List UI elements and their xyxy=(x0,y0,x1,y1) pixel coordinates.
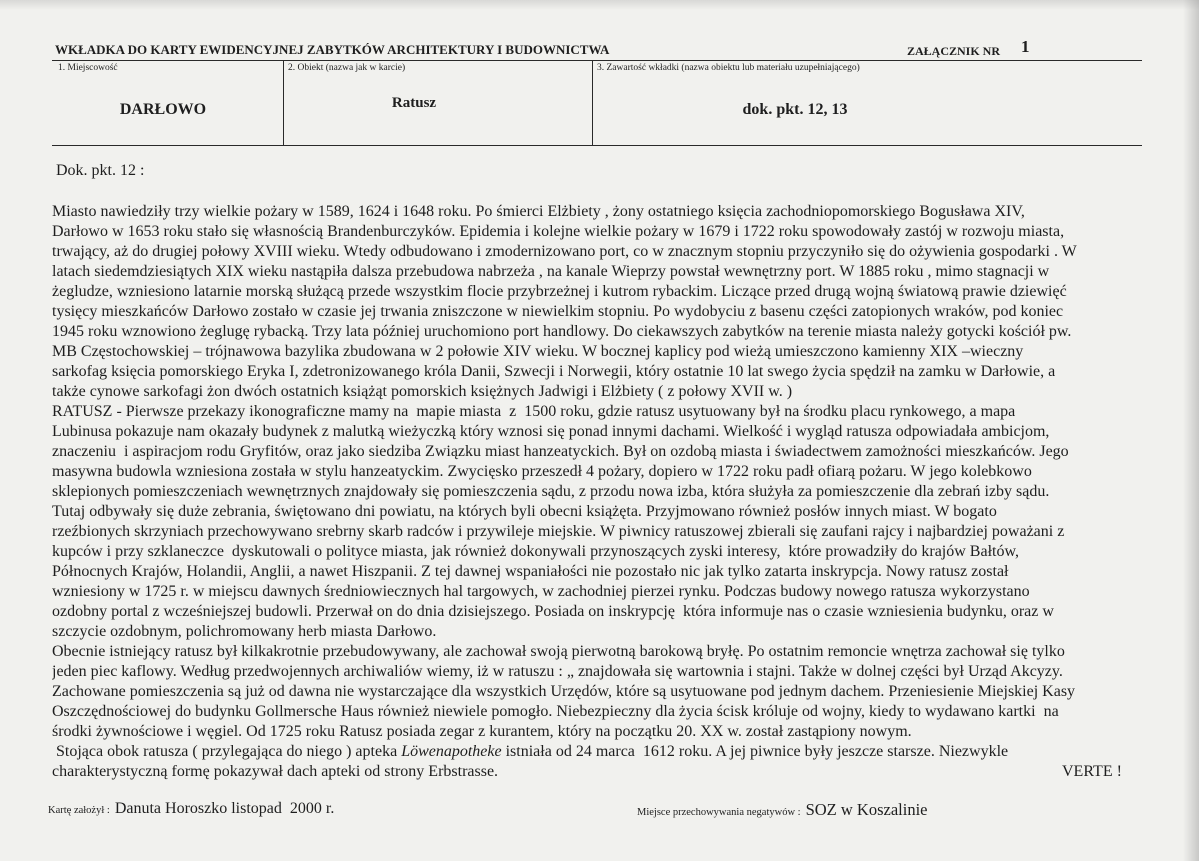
body-line: sarkofag księcia pomorskiego Eryka I, zdetronizowanego króla Danii, Szwecji i Norwegii, który ostatnie 10 lat swego życia spędził na zamku w Darłowie, a xyxy=(52,363,1056,380)
body-line: ozdobny portal z wcześniejszej budowli. Przerwał on do dnia dzisiejszego. Posiada on inskrypcję która informuje nas o czasie wzniesienia budynku, oraz w xyxy=(52,603,1054,620)
body-line: szczycie ozdobnym, polichromowany herb miasta Darłowo. xyxy=(52,623,437,640)
body-line: Oszczędnościowej do budynku Gollmersche Haus również niewiele pomogło. Niebezpieczny dla życia ścisk króluje od wojny, kiedy to wydawano kartki na xyxy=(52,703,1059,720)
body-line: Tutaj odbywały się duże zebrania, świętowano dni powiatu, na których byli obecni książęta. Przyjmowano również posłów innych miast. W bogato xyxy=(52,503,997,520)
field-label-object: 2. Obiekt (nazwa jak w karcie) xyxy=(288,63,406,73)
body-line-segment: Stojąca obok ratusza ( przylegająca do niego ) apteka xyxy=(52,743,402,760)
section-heading: Dok. pkt. 12 : xyxy=(56,162,145,179)
body-line: Darłowo w 1653 roku stało się własnością Brandenburczyków. Epidemia i kolejne wielkie pożary w 1679 i 1722 roku spowodowały zastój w rozwoju miasta, xyxy=(52,223,1065,240)
field-value-object: Ratusz xyxy=(391,95,437,111)
body-line-segment: istniała od 24 marca 1612 roku. A jej piwnice były jeszcze starsze. Niezwykle xyxy=(501,743,1009,760)
body-line: żegludze, wzniesiono latarnie morską służącą przede wszystkim flocie przybrzeżnej i kutrom rybackim. Liczące przed drugą wojną światową prawie dziewięć xyxy=(52,283,1067,300)
body-text xyxy=(52,202,1147,782)
body-line: sklepionych pomieszczeniach wewnętrznych znajdowały się pomieszczenia sądu, z przodu nowa izba, która służyła za pomieszczenie dla zebrań izby sądu. xyxy=(52,483,1050,500)
author-label: Kartę założył : xyxy=(48,805,110,816)
body-line: tysięcy mieszkańców Darłowo zostało w czasie jej trwania zniszczone w niewielkim stopniu. Po wydobyciu z basenu części zatopionych wraków, pod koniec xyxy=(52,303,1064,320)
author-value: Danuta Horoszko listopad 2000 r. xyxy=(114,800,335,817)
body-line: środki żywnościowe i węgiel. Od 1725 roku Ratusz posiada zegar z kurantem, który na początku 20. XX w. został zastąpiony nowym. xyxy=(52,723,912,740)
body-line: Lubinusa pokazuje nam okazały budynek z malutką wieżyczką który wznosi się ponad innymi dachami. Wielkość i wygląd ratusza odpowiadała ambicjom, xyxy=(52,423,1050,440)
body-line: Obecnie istniejący ratusz był kilkakrotnie przebudowywany, ale zachował swoją pierwotną barokową bryłę. Po ostatnim remoncie wnętrza zachował się tylko xyxy=(52,643,1065,660)
field-value-locality: DARŁOWO xyxy=(119,101,207,118)
body-line: Miasto nawiedziły trzy wielkie pożary w 1589, 1624 i 1648 roku. Po śmierci Elżbiety , żony ostatniego księcia zachodniopomorskiego Bogusława XIV, xyxy=(52,203,1025,220)
body-line: także cynowe sarkofagi żon dwóch ostatnich książąt pomorskich księżnych Jadwigi i Elżbiety ( z połowy XVII w. ) xyxy=(52,383,793,400)
field-label-contents: 3. Zawartość wkładki (nazwa obiektu lub materiału uzupełniającego) xyxy=(597,63,860,73)
document-title: WKŁADKA DO KARTY EWIDENCYJNEJ ZABYTKÓW ARCHITEKTURY I BUDOWNICTWA xyxy=(55,42,610,57)
body-line: znaczeniu i aspiracjom rodu Gryfitów, oraz jako siedziba Związku miast hanzeatyckich. Był on ozdobą miasta i świadectwem zamożności mieszkańców. Jego xyxy=(52,443,1069,460)
negatives-value: SOZ w Koszalinie xyxy=(805,800,928,819)
body-line: masywna budowla wzniesiona została w stylu hanzeatyckim. Zwycięsko przeszedł 4 pożary, dopiero w 1722 roku padł ofiarą pożaru. W jego kolebkowo xyxy=(52,463,1032,480)
body-line: MB Częstochowskiej – trójnawowa bazylika zbudowana w 2 połowie XIV wieku. W bocznej kaplicy pod wieżą umieszczono kamienny XIX –wieczny xyxy=(52,343,1024,360)
body-line: Północnych Krajów, Holandii, Anglii, a nawet Hiszpanii. Z tej dawnej wspaniałości nie pozostało nic jak tylko zatarta inskrypcja. Nowy ratusz został xyxy=(52,563,1009,580)
annex-number: 1 xyxy=(1021,37,1030,56)
body-line: RATUSZ - Pierwsze przekazy ikonograficzne mamy na mapie miasta z 1500 roku, gdzie ratusz usytuowany był na środku placu rynkowego, a mapa xyxy=(52,403,1016,420)
verte-note: VERTE ! xyxy=(1062,763,1122,780)
scan-edge-shadow-right xyxy=(1183,0,1199,861)
body-line: charakterystyczną formę pokazywał dach apteki od strony Erbstrasse. xyxy=(52,763,499,780)
field-divider xyxy=(283,60,284,145)
annex-label: ZAŁĄCZNIK NR xyxy=(907,44,1001,58)
body-line: kupców i przy szklaneczce dyskutowali o polityce miasta, jak również dokonywali przynoszących zyski interesy, które prowadziły do krajów Bałtów, xyxy=(52,543,1019,560)
negatives-label: Miejsce przechowywania negatywów : xyxy=(637,807,801,818)
body-line: latach siedemdziesiątych XIX wieku nastąpiła dalsza przebudowa nabrzeża , na kanale Wieprzy powstał wewnętrzny port. W 1885 roku , mimo stagnacji w xyxy=(52,263,1050,280)
scan-edge-shadow-top xyxy=(0,0,1199,10)
body-line: 1945 roku wznowiono żeglugę rybacką. Trzy lata później uruchomiono port handlowy. Do ciekawszych zabytków na terenie miasta należy gotycki kościół pw. xyxy=(52,323,1072,340)
body-line-italic-segment: Löwenapotheke xyxy=(401,743,502,760)
body-line: jeden piec kaflowy. Według przedwojennych archiwaliów wiemy, iż w ratuszu : „ znajdowała się wartownia i stajni. Także w dolnej części był Urząd Akcyzy. xyxy=(52,663,1063,680)
field-value-contents: dok. pkt. 12, 13 xyxy=(742,101,848,118)
footer-negatives xyxy=(637,800,927,820)
field-divider xyxy=(592,60,593,145)
footer-author xyxy=(48,800,334,818)
header-rule xyxy=(52,60,1142,61)
body-line: wzniesiony w 1725 r. w miejscu dawnych średniowiecznych hal targowych, w zachodniej pierzei rynku. Podczas budowy nowego ratusza wykorzystano xyxy=(52,583,1030,600)
body-line: Zachowane pomieszczenia są już od dawna nie wystarczające dla wszystkich Urzędów, które są usytuowane pod jednym dachem. Przeniesienie Miejskiej Kasy xyxy=(52,683,1076,700)
body-line: trwający, aż do drugiej połowy XVIII wieku. Wtedy odbudowano i zmodernizowano port, co w znacznym stopniu przyczyniło się do ożywienia gospodarki . W xyxy=(52,243,1077,260)
body-line xyxy=(52,742,1147,762)
fields-bottom-rule xyxy=(52,145,1142,146)
field-label-locality: 1. Miejscowość xyxy=(58,63,118,73)
body-line: rzeźbionych skrzyniach przechowywano srebrny skarb radców i przywileje miejskie. W piwnicy ratuszowej zbierali się zaufani rajcy i najbardziej poważani z xyxy=(52,523,1065,540)
